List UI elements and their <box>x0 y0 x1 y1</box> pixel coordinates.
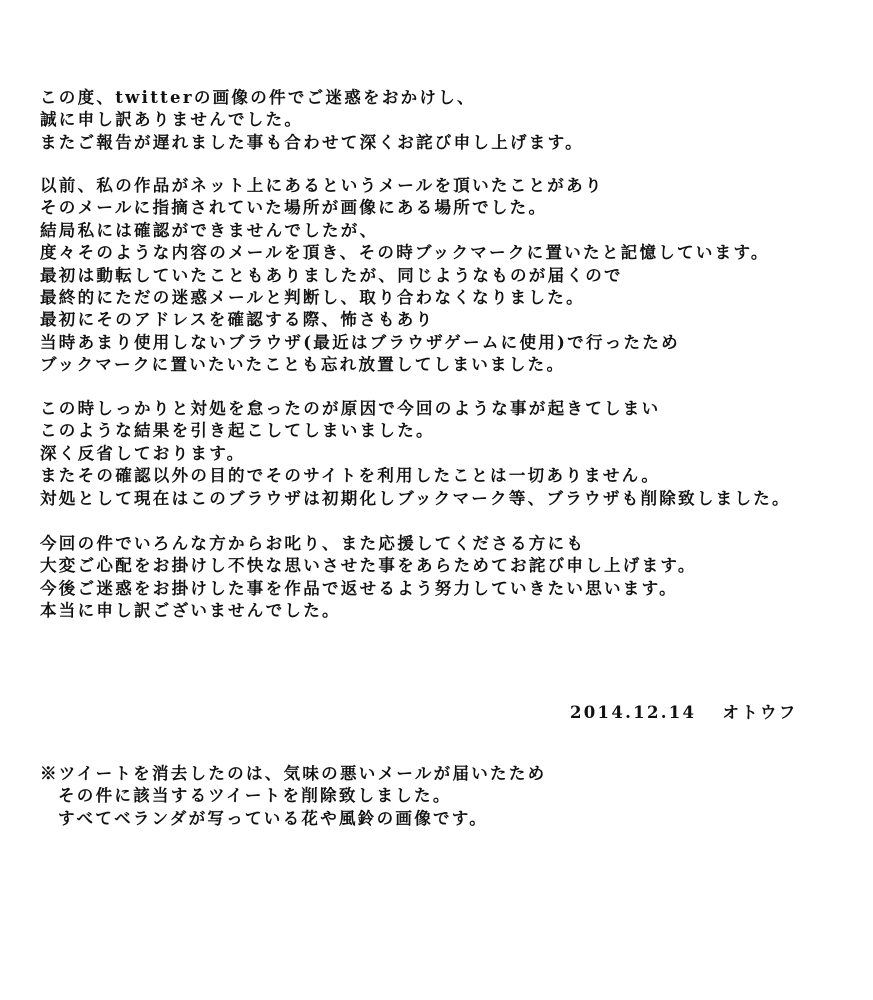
footnote-line: ※ツイートを消去したのは、気味の悪いメールが届いたため <box>40 764 547 783</box>
text-line: 度々そのような内容のメールを頂き、その時ブックマークに置いたと記憶しています。 <box>40 243 770 263</box>
text-line: そのメールに指摘されていた場所が画像にある場所でした。 <box>40 198 548 218</box>
text-line: 大変ご心配をお掛けし不快な思いさせた事をあらためてお詫び申し上げます。 <box>40 556 697 576</box>
text-line: 最初にそのアドレスを確認する際、怖さもあり <box>40 310 435 330</box>
paragraph-apology-intro <box>40 87 584 154</box>
footnote <box>40 763 546 830</box>
text-line: 結局私には確認ができませんでしたが、 <box>40 220 379 240</box>
signature-name: オトウフ <box>722 703 798 722</box>
text-line: またその確認以外の目的でそのサイトを利用したことは一切ありません。 <box>40 466 661 486</box>
text-line: このような結果を引き起こしてしまいました。 <box>40 421 435 441</box>
text-line: この度、twitterの画像の件でご迷惑をおかけし、 <box>40 88 476 107</box>
text-line: またご報告が遅れました事も合わせて深くお詫び申し上げます。 <box>40 132 584 152</box>
signature <box>570 702 798 724</box>
text-line: 本当に申し訳ございませんでした。 <box>40 601 341 621</box>
text-line: ブックマークに置いたいたことも忘れ放置してしまいました。 <box>40 355 566 375</box>
text-line: 最初は動転していたこともありましたが、同じようなものが届くので <box>40 265 623 285</box>
footnote-line: その件に該当するツイートを削除致しました。 <box>58 786 452 806</box>
text-line: 深く反省しております。 <box>40 443 246 463</box>
text-line: この時しっかりと対処を怠ったのが原因で今回のような事が起きてしまい <box>40 399 661 418</box>
text-line: 最終的にただの迷惑メールと判断し、取り合わなくなりました。 <box>40 288 585 308</box>
paragraph-closing <box>40 533 697 623</box>
signature-date: 2014.12.14 <box>570 703 697 722</box>
text-line: 以前、私の作品がネット上にあるというメールを頂いたことがあり <box>40 176 604 195</box>
text-line: 今後ご迷惑をお掛けした事を作品で返せるよう努力していきたい思います。 <box>40 578 678 598</box>
text-line: 当時あまり使用しないブラウザ(最近はブラウザゲームに使用)で行ったため <box>40 332 680 352</box>
footnote-line: すべてベランダが写っている花や風鈴の画像です。 <box>58 808 489 828</box>
paragraph-reflection <box>40 398 791 510</box>
text-line: 今回の件でいろんな方からお叱り、また応援してくださる方にも <box>40 534 586 553</box>
text-line: 誠に申し訳ありませんでした。 <box>40 110 304 130</box>
paragraph-explanation <box>40 175 770 377</box>
text-line: 対処として現在はこのブラウザは初期化しブックマーク等、ブラウザも削除致しました。 <box>40 488 791 508</box>
